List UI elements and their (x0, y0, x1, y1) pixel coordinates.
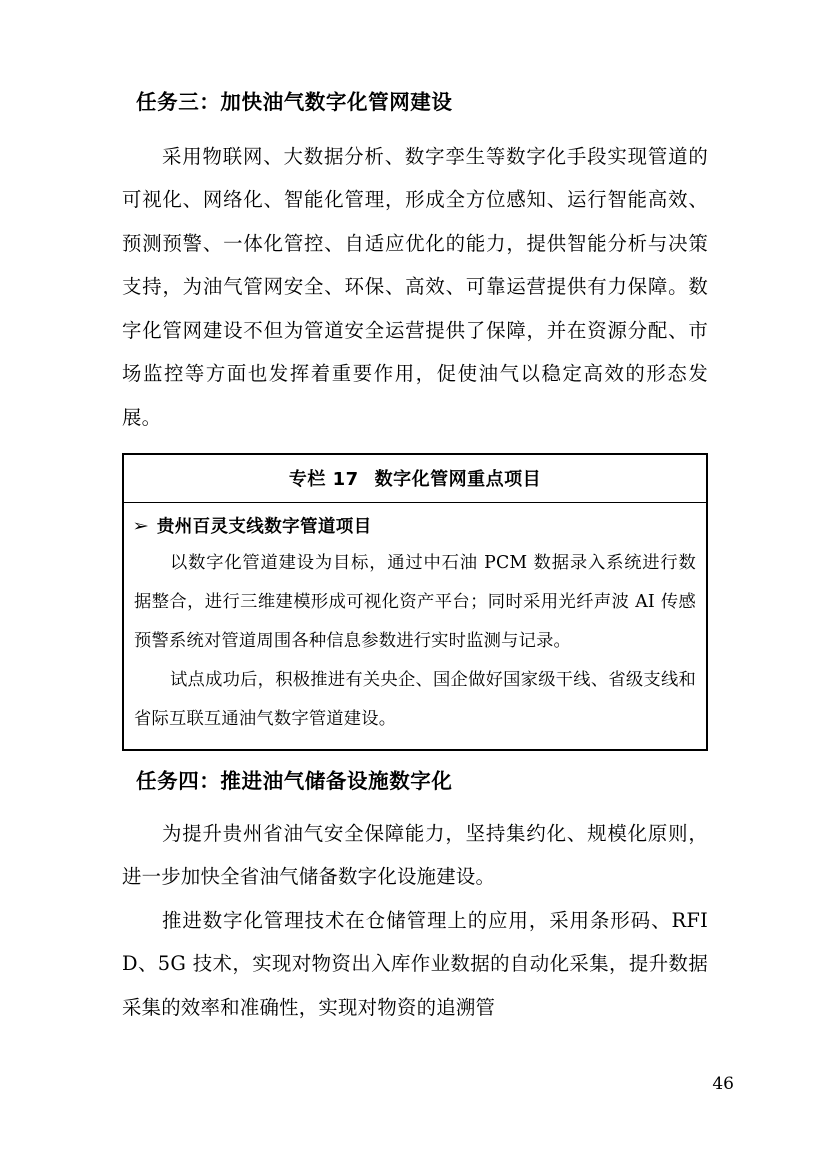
callout-paragraph-1: 以数字化管道建设为目标，通过中石油 PCM 数据录入系统进行数据整合，进行三维建模形成可视化资产平台；同时采用光纤声波 AI 传感预警系统对管道周围各种信息参数进行实时监测与记录。 (134, 553, 696, 651)
task4-paragraph-2: 推进数字化管理技术在仓储管理上的应用，采用条形码、RFID、5G 技术，实现对物资出入库作业数据的自动化采集，提升数据采集的效率和准确性，实现对物资的追溯管 (122, 908, 708, 1019)
arrow-bullet-icon: ➢ (132, 516, 150, 535)
spacer (122, 751, 708, 771)
page-content (122, 92, 708, 1029)
task3-paragraph: 采用物联网、大数据分析、数字孪生等数字化手段实现管道的可视化、网络化、智能化管理，形成全方位感知、运行智能高效、预测预警、一体化管控、自适应优化的能力，提供智能分析与决策支持，为油气管网安全、环保、高效、可靠运营提供有力保障。数字化管网建设不但为管道安全运营提供了保障，并在资源分配、市场监控等方面也发挥着重要作用，促使油气以稳定高效的形态发展。 (122, 144, 708, 429)
callout-paragraph-2: 试点成功后，积极推进有关央企、国企做好国家级干线、省级支线和省际互联互通油气数字管道建设。 (134, 670, 696, 729)
spacer (122, 439, 708, 453)
spacer (122, 792, 708, 812)
callout-box-17 (122, 453, 708, 751)
callout-label: 专栏 17 (288, 469, 359, 490)
task4-heading: 任务四：推进油气储备设施数字化 (136, 769, 453, 793)
page-number: 46 (712, 1074, 734, 1094)
task4-paragraph-1: 为提升贵州省油气安全保障能力，坚持集约化、规模化原则，进一步加快全省油气储备数字化设施建设。 (122, 821, 708, 888)
task3-heading: 任务三：加快油气数字化管网建设 (136, 90, 453, 114)
callout-bullet-label: 贵州百灵支线数字管道项目 (156, 517, 372, 537)
spacer (122, 113, 708, 135)
callout-body (124, 503, 706, 749)
callout-bullet-item (132, 509, 698, 544)
callout-title: 数字化管网重点项目 (374, 469, 542, 490)
callout-header (124, 455, 706, 503)
